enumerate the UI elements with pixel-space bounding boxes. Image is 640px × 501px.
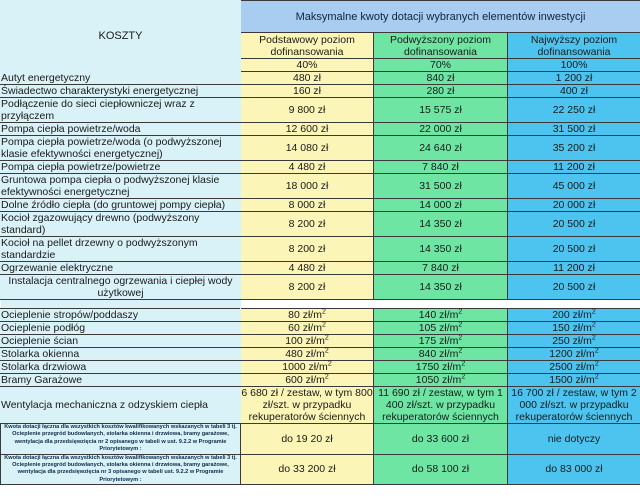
cost-item-value-high: 20 500 zł [508,275,640,300]
cost-item-value-high: 1 200 zł [508,72,640,85]
cost-item-label: Ogrzewanie elektryczne [1,262,241,275]
table-row [1,174,640,199]
unit-superscript: 2 [591,308,596,316]
unit-superscript: 2 [324,334,329,342]
unit-superscript: 2 [458,321,463,329]
cost-item-label: Ocieplenie ścian [1,335,241,348]
unit-superscript: 2 [461,360,466,368]
header-percent-high: 100% [508,59,640,72]
cost-item-value-basic: 160 zł [241,85,374,98]
section-spacer [1,300,640,309]
note-row [1,424,640,455]
unit-superscript: 2 [594,347,599,355]
cost-item-value-high: 11 200 zł [508,161,640,174]
cost-item-value-raised: 840 zł [374,72,508,85]
cost-item-value-basic: 8 200 zł [241,237,374,262]
cost-item-value-raised: 14 350 zł [374,275,508,300]
unit-superscript: 2 [461,373,466,381]
unit-superscript: 2 [591,334,596,342]
table-row [1,85,640,98]
unit-superscript: 2 [458,308,463,316]
cost-item-value-high: 400 zł [508,85,640,98]
table-row [1,374,640,387]
cost-item-value-high: 20 500 zł [508,212,640,237]
cost-item-label: Autyt energetyczny [1,72,241,85]
cost-item-value-raised: 15 575 zł [374,98,508,123]
unit-superscript: 2 [321,321,326,329]
cost-item-value-basic: 100 $zł/m^2$ [241,335,374,348]
note-1-value-raised: do 33 600 zł [374,424,508,455]
unit-superscript: 2 [324,347,329,355]
cost-item-value-basic: 80 $zł/m^2$ [241,309,374,322]
unit-superscript: 2 [327,360,332,368]
cost-item-value-basic: 8 200 zł [241,212,374,237]
cost-item-value-raised: 14 000 zł [374,199,508,212]
cost-item-label: Podłączenie do sieci ciepłowniczej wraz z przyłączem [1,98,241,123]
table-row [1,72,640,85]
cost-item-value-raised: 24 640 zł [374,136,508,161]
cost-item-label: Kocioł na pellet drzewny o podwyższonym standardzie [1,237,241,262]
cost-item-value-high: 35 200 zł [508,136,640,161]
cost-item-value-basic: 4 480 zł [241,262,374,275]
unit-superscript: 2 [458,347,463,355]
cost-item-value-basic: 480 zł [241,72,374,85]
cost-item-value-basic: 60 $zł/m^2$ [241,322,374,335]
cost-item-value-high: 1500 $zł/m^2$ [508,374,640,387]
table-row [1,387,640,424]
cost-item-value-raised: 175 $zł/m^2$ [374,335,508,348]
cost-item-value-high: 150 $zł/m^2$ [508,322,640,335]
cost-item-value-raised: 280 zł [374,85,508,98]
cost-item-label: Pompa ciepła powietrze/powietrze [1,161,241,174]
note-row [1,454,640,485]
note-1-value-high: nie dotyczy [508,424,640,455]
cost-item-value-raised: 14 350 zł [374,212,508,237]
note-2-value-high: do 83 000 zł [508,454,640,485]
cost-item-value-raised: 11 690 zł / zestaw, w tym 1 400 zł/szt. w przypadku rekuperatorów ściennych [374,387,508,424]
unit-superscript: 2 [594,360,599,368]
cost-item-value-high: 22 250 zł [508,98,640,123]
table-row [1,275,640,300]
cost-item-value-basic: 8 200 zł [241,275,374,300]
header-level-basic: Podstawowy poziom dofinansowania [241,33,374,59]
note-2-value-basic: do 33 200 zł [241,454,374,485]
cost-item-value-raised: 840 $zł/m^2$ [374,348,508,361]
table-row [1,212,640,237]
cost-item-value-basic: 4 480 zł [241,161,374,174]
cost-item-value-raised: 140 $zł/m^2$ [374,309,508,322]
cost-item-value-basic: 12 600 zł [241,123,374,136]
header-row-title [1,1,640,33]
cost-item-value-high: 45 000 zł [508,174,640,199]
spacer-label [1,300,241,309]
cost-item-value-high: 1200 $zł/m^2$ [508,348,640,361]
cost-item-value-high: 11 200 zł [508,262,640,275]
cost-item-value-raised: 1750 $zł/m^2$ [374,361,508,374]
cost-item-label: Pompa ciepła powietrze/woda (o podwyższonej klasie efektywności energetycznej) [1,136,241,161]
cost-item-value-basic: 9 800 zł [241,98,374,123]
table-row [1,309,640,322]
table-row [1,348,640,361]
unit-superscript: 2 [591,321,596,329]
table-body [1,1,640,485]
cost-item-value-basic: 8 000 zł [241,199,374,212]
cost-item-value-raised: 105 $zł/m^2$ [374,322,508,335]
table-row [1,322,640,335]
cost-item-value-raised: 7 840 zł [374,262,508,275]
table-row [1,335,640,348]
cost-item-label: Świadectwo charakterystyki energetycznej [1,85,241,98]
cost-item-value-raised: 31 500 zł [374,174,508,199]
cost-item-label: Ocieplenie podłóg [1,322,241,335]
cost-item-value-high: 2500 $zł/m^2$ [508,361,640,374]
spacer-basic [241,300,374,309]
cost-item-label: Gruntowa pompa ciepła o podwyższonej klasie efektywności energetycznej [1,174,241,199]
note-2-value-raised: do 58 100 zł [374,454,508,485]
note-1-label: Kwota dotacji łączna dla wszystkich kosztów kwalifikowanych wskazanych w tabeli 3 tj. Ocieplenie przegród budowlanych, stolarka okienna i drzwiowa, bramy garażowe, wentylacja dla przedsięwzięcia nr 2 opisanego w tabeli w ust. 9.2.2 w Programie Priorytetowym : [1,424,241,455]
unit-superscript: 2 [594,373,599,381]
cost-item-value-high: 250 $zł/m^2$ [508,335,640,348]
table-row [1,98,640,123]
table-row [1,123,640,136]
cost-item-value-high: 200 $zł/m^2$ [508,309,640,322]
table-row [1,136,640,161]
spacer-high [508,300,640,309]
cost-item-value-high: 20 000 zł [508,199,640,212]
cost-item-value-basic: 18 000 zł [241,174,374,199]
cost-item-value-high: 31 500 zł [508,123,640,136]
table-row [1,262,640,275]
cost-item-value-basic: 480 $zł/m^2$ [241,348,374,361]
cost-item-label: Stolarka okienna [1,348,241,361]
cost-item-label: Ocieplenie stropów/poddaszy [1,309,241,322]
cost-item-label: Stolarka drzwiowa [1,361,241,374]
cost-item-value-raised: 1050 $zł/m^2$ [374,374,508,387]
cost-item-value-basic: 6 680 zł / zestaw, w tym 800 zł/szt. w przypadku rekuperatorów ściennych [241,387,373,423]
cost-item-label: Bramy Garażowe [1,374,241,387]
cost-item-value-basic: 600 $zł/m^2$ [241,374,374,387]
unit-superscript: 2 [324,373,329,381]
cost-item-value-raised: 22 000 zł [374,123,508,136]
note-1-value-basic: do 19 20 zł [241,424,374,455]
table-row [1,237,640,262]
cost-item-label: Wentylacja mechaniczna z odzyskiem ciepła [1,387,241,424]
header-percent-basic: 40% [241,59,374,72]
cost-item-value-raised: 14 350 zł [374,237,508,262]
cost-item-value-basic: 14 080 zł [241,136,374,161]
cost-item-value-high: 20 500 zł [508,237,640,262]
cost-item-label: Dolne źródło ciepła (do gruntowej pompy ciepła) [1,199,241,212]
header-percent-raised: 70% [374,59,508,72]
spacer-raised [374,300,508,309]
header-koszty-cell: KOSZTY [1,1,241,72]
header-span-title: Maksymalne kwoty dotacji wybranych elementów inwestycji [241,1,640,33]
cost-item-value-basic: 1000 $zł/m^2$ [241,361,374,374]
cost-item-value-raised: 7 840 zł [374,161,508,174]
table-row [1,161,640,174]
unit-superscript: 2 [458,334,463,342]
table-row [1,199,640,212]
cost-item-label: Instalacja centralnego ogrzewania i ciepłej wody użytkowej [1,275,241,300]
cost-item-label: Pompa ciepła powietrze/woda [1,123,241,136]
header-level-high: Najwyższy poziom dofinansowania [508,33,640,59]
table-row [1,361,640,374]
header-level-raised: Podwyższony poziom dofinansowania [374,33,508,59]
unit-superscript: 2 [321,308,326,316]
cost-item-value-high: 16 700 zł / zestaw, w tym 2 000 zł/szt. w przypadku rekuperatorów ściennych [508,387,640,424]
note-2-label: Kwota dotacji łączna dla wszystkich kosztów kwalifikowanych wskazanych w tabeli 3 tj. Ocieplenie przegród budowlanych, stolarka okienna i drzwiowa, bramy garażowe, wentylacja dla przedsięwzięcia nr 3 opisanego w tabeli ust. 9.2.2 w Programie Priorytetowym : [1,454,241,485]
cost-item-label: Kocioł zgazowujący drewno (podwyższony standard) [1,212,241,237]
